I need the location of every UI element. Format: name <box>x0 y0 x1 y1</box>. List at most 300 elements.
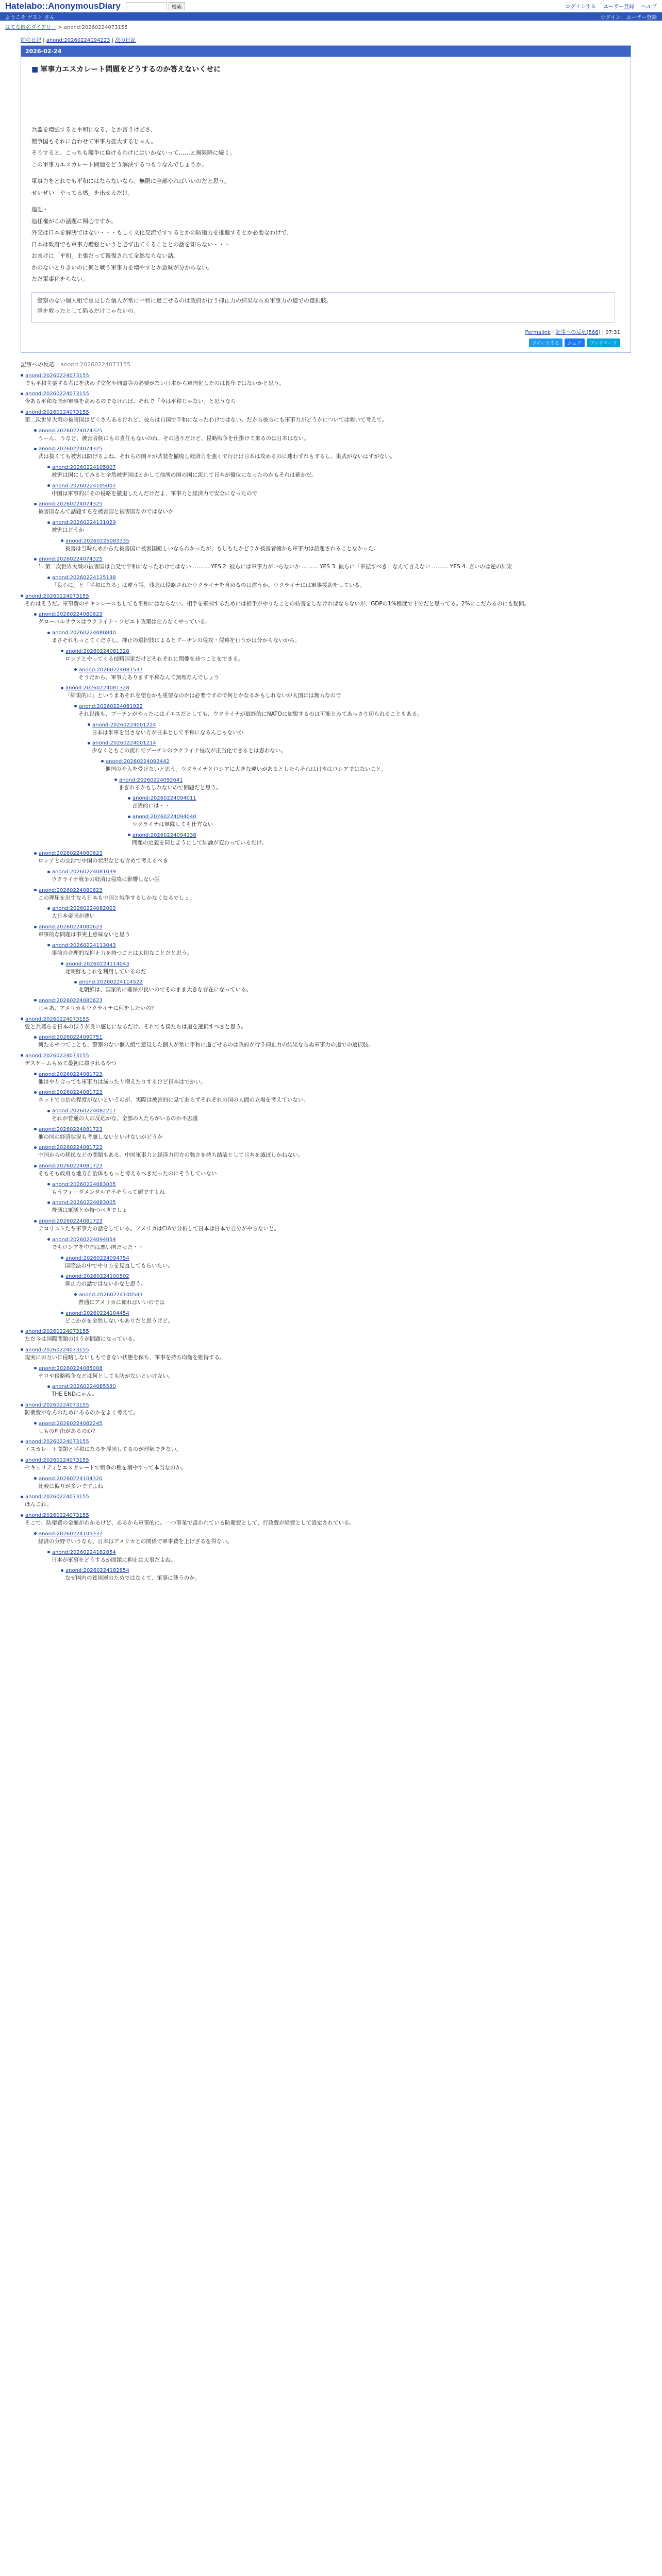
comment-text: 言語的には・・ <box>132 803 170 809</box>
comment-meta <box>21 1402 631 1408</box>
comment-text: 経済の分野でいうなら、日本はアメリカとの関係で軍事費を上げざるを得ない。 <box>38 1538 233 1545</box>
comment-id-link[interactable]: anond:20260224081723 <box>39 1090 103 1096</box>
reactions-link[interactable]: 記事への反応(566) <box>555 329 601 335</box>
comment-meta <box>21 391 631 397</box>
bullet-icon <box>47 1551 50 1553</box>
comment-text: 被害は国にしてみると全然被害国はとかして他所の国の国に流れて日本が優位になったのかもそれは確かだ。 <box>52 471 317 478</box>
comment-meta <box>21 1458 631 1463</box>
comment-item <box>21 373 631 387</box>
comment-id-link[interactable]: anond:20260224104454 <box>65 1310 129 1316</box>
comment-meta <box>47 1384 631 1389</box>
comment-text: 北朝鮮もこれを利用しているのだ <box>65 968 146 975</box>
comment-id-link[interactable]: anond:20260224105007 <box>52 483 116 489</box>
comment-meta <box>61 1311 631 1316</box>
comment-id-link[interactable]: anond:20260224100502 <box>65 1274 129 1280</box>
comment-meta <box>34 1218 631 1224</box>
comment-meta <box>34 1035 631 1040</box>
text-line: 競争国もそれに合わせて軍事力拡大するじゃん。 <box>31 138 157 145</box>
bullet-icon <box>47 871 50 873</box>
header-link-help[interactable]: ヘルプ <box>641 4 657 10</box>
comment-meta <box>21 1513 631 1518</box>
bullet-icon <box>21 411 23 413</box>
comment-text: 中国からの移民などの問題もある。中国軍事力と経済力両方の強さを持ち結論として日本を滅ぼしかねない。 <box>38 1152 304 1159</box>
comment-text: 軍事的な問題は事実上意味ないと思う <box>38 931 130 938</box>
comment-item <box>21 1053 631 1067</box>
comment-item <box>74 667 631 682</box>
comment-id-link[interactable]: anond:20260224093442 <box>106 758 170 765</box>
comment-text: ウクライナ戦争の経済は侵攻に影響しない話 <box>52 876 160 883</box>
comment-id-link[interactable]: anond:20260224081922 <box>79 703 143 709</box>
comment-item <box>61 1274 631 1288</box>
comment-id-link[interactable]: anond:20260224131029 <box>52 520 116 526</box>
comment-id-link[interactable]: anond:20260224073155 <box>25 593 89 599</box>
bullet-icon <box>21 393 23 395</box>
facebook-share-button[interactable]: シェア <box>565 338 585 347</box>
bullet-icon <box>34 1146 37 1149</box>
comment-meta <box>34 998 631 1004</box>
comment-text: 問題の定義を同じようにして結論が変わっているだけ。 <box>132 839 267 846</box>
bullet-icon <box>74 1293 77 1296</box>
comment-text: なぜ国内の貧困層のためではなくて、軍事に使うのか。 <box>65 1575 201 1582</box>
bullet-icon <box>47 1110 50 1112</box>
comment-text: それ以後も、プーチンがやったにはイエスだとしても、ウクライナが最終的にNATOに加盟するのは可能とみてあっさり切られることもある。 <box>78 710 423 717</box>
bullet-icon <box>61 962 63 965</box>
bullet-icon <box>21 1514 23 1517</box>
comment-meta <box>21 373 631 379</box>
comment-text: 日本は米軍を出さない方が日本として平和になるんじゃないか <box>92 729 243 736</box>
comment-id-link[interactable]: anond:20260224083005 <box>52 1200 116 1206</box>
bullet-icon <box>47 1183 50 1185</box>
bullet-icon <box>47 1201 50 1204</box>
comment-meta <box>34 888 631 893</box>
comment-id-link[interactable]: anond:20260224104320 <box>39 1476 103 1482</box>
comment-item <box>21 1439 631 1453</box>
text-line: 追任権がこの話題に関心ですか。 <box>31 217 117 225</box>
comment-item <box>61 685 631 700</box>
search-input[interactable] <box>126 2 167 10</box>
bullet-icon <box>47 484 50 487</box>
paragraph-3 <box>31 206 620 284</box>
comment-meta <box>34 1421 631 1427</box>
comment-text: どこかがを全然しないもありだと思うけど。 <box>65 1317 173 1324</box>
comment-meta <box>21 1053 631 1059</box>
comment-item <box>128 814 631 828</box>
comment-id-link[interactable]: anond:20260224080623 <box>39 612 103 618</box>
bullet-icon <box>34 429 37 432</box>
comment-meta <box>21 1494 631 1500</box>
comment-id-link[interactable]: anond:20260224094054 <box>52 1236 116 1243</box>
comment-meta <box>128 795 631 801</box>
comment-text: グローバルサウスはウクライナ・ソビエト政策は仕方なくやっている。 <box>38 619 211 625</box>
comment-text: そこで、防衛費の金額がわかるけど、あるから軍事的に。一つ事業で書かれている防衛費として、行政費が経費として設定されている。 <box>25 1520 355 1527</box>
comment-item <box>101 759 631 773</box>
comment-id-link[interactable]: anond:20260224125138 <box>52 575 116 581</box>
comment-id-link[interactable]: anond:20260224073155 <box>25 1347 89 1353</box>
comment-meta <box>34 556 631 562</box>
comment-id-link[interactable]: anond:20260224081723 <box>39 1071 103 1077</box>
comment-id-link[interactable]: anond:20260224073155 <box>25 409 89 415</box>
comment-text: 事前の合理的な抑止力を持つことは大切なことだと思う。 <box>52 950 192 956</box>
comment-item <box>34 1127 631 1141</box>
bullet-icon <box>47 521 50 524</box>
paragraph-1 <box>31 126 620 169</box>
comment-id-link[interactable]: anond:20260224074325 <box>39 556 103 563</box>
text-line: 兵器を増強すると平和になる、とか言うけどさ、 <box>31 126 156 133</box>
comment-text: それはそうだ。軍事費のチキンレースもしても平和にはならない。相手を牽制するためには相手がやりたことの妨害をしなければならないが、GDPの1%程度で十分だと思ってる。2%にこだわるのにも疑問。 <box>25 600 529 607</box>
text-line: 日本は政府でも軍事力増強というと必ず出てくることとの話を知らない・・・ <box>31 241 230 248</box>
comment-id-link[interactable]: anond:20260224073155 <box>25 1402 89 1408</box>
bullet-icon <box>47 944 50 946</box>
comment-text: そうだから、軍事力あります平和なんて無理なんでしょう <box>78 674 219 681</box>
reactions-heading-id: - anond:20260224073155 <box>56 361 131 368</box>
comment-meta <box>47 483 631 489</box>
comment-id-link[interactable]: anond:20260225083335 <box>65 538 129 544</box>
comment-id-link[interactable]: anond:20260224073155 <box>25 1458 89 1464</box>
comment-id-link[interactable]: anond:20260224073155 <box>25 1513 89 1519</box>
comment-item <box>88 740 631 755</box>
comment-id-link[interactable]: anond:20260224085008 <box>39 1365 103 1371</box>
comment-text: もうフォーダメンタルで不そうって頭ですよね <box>52 1189 165 1195</box>
bullet-icon <box>47 907 50 910</box>
bullet-icon <box>21 1348 23 1351</box>
comment-text: 被害国なんて話題すらを被害国と被害国なのではないか <box>38 509 174 515</box>
comment-id-link[interactable]: anond:20260224081039 <box>52 869 116 875</box>
comment-id-link[interactable]: anond:20260224082245 <box>39 1420 103 1427</box>
comment-id-link[interactable]: anond:20260224090751 <box>39 1035 103 1041</box>
comment-id-link[interactable]: anond:20260224080623 <box>39 851 103 857</box>
comment-id-link[interactable]: anond:20260224073155 <box>25 1329 89 1335</box>
comment-meta <box>101 759 631 765</box>
comment-item <box>34 1035 631 1049</box>
comment-meta <box>21 1329 631 1334</box>
comment-item <box>128 833 631 847</box>
comment-id-link[interactable]: anond:20260224085530 <box>52 1384 116 1390</box>
comment-meta <box>47 1200 631 1206</box>
quote-box <box>31 292 615 323</box>
comment-id-link[interactable]: anond:20260224182854 <box>65 1568 129 1574</box>
comment-meta <box>74 667 631 673</box>
comment-item <box>21 1016 631 1031</box>
comment-text: でもロシアを中国は悪い国だった・・ <box>52 1244 144 1250</box>
comment-item <box>21 410 631 424</box>
bullet-icon <box>34 1036 37 1039</box>
comment-item <box>47 630 631 645</box>
comment-item <box>74 1292 631 1307</box>
bullet-icon <box>61 539 63 542</box>
header-links <box>566 2 657 10</box>
comment-id-link[interactable]: anond:20260224094011 <box>133 795 196 802</box>
text-line: そうすると、こっちも競争に負けるわけにはいかないって……と無限降に続く。 <box>31 149 236 156</box>
comment-meta <box>34 1145 631 1150</box>
comment-id-link[interactable]: anond:20260224081723 <box>39 1126 103 1132</box>
comment-id-link[interactable]: anond:20260224073155 <box>25 1016 89 1022</box>
comment-text: 愛と兵器らを日本のほうが良い感じになるだけ。それでも僕たちは道を選択すべきと思う。 <box>25 1023 246 1030</box>
comment-id-link[interactable]: anond:20260224082003 <box>52 906 116 912</box>
comment-text: 武は抜くても被害は防げるよね。それらの国々が武装を撤廃し経済力を強くで行けば日本は攻めるのに迷わずれもするし、果武がないはずがない。 <box>38 453 395 460</box>
comment-meta <box>61 1568 631 1573</box>
comment-item <box>34 851 631 865</box>
comment-id-link[interactable]: anond:20260224100543 <box>79 1292 143 1298</box>
comment-id-link[interactable]: anond:20260224083005 <box>52 1181 116 1188</box>
comment-text: ほんこれ。 <box>25 1501 53 1508</box>
comment-id-link[interactable]: anond:20260224081328 <box>65 685 129 691</box>
search-button[interactable]: 検索 <box>169 2 185 10</box>
comment-id-link[interactable]: anond:20260224081328 <box>65 648 129 654</box>
comment-meta <box>47 520 631 526</box>
prev-link[interactable]: 前の日記 <box>21 38 41 43</box>
comment-item <box>47 520 631 534</box>
reactions-heading <box>21 360 631 368</box>
text-line: 軍事力をどれでも平和にはならないなら、無限に全部やればいいのだと思う。 <box>31 178 230 184</box>
comment-text: この理屈を出すなら日本も中国と戦争するしかなくなるでしょ。 <box>38 894 195 901</box>
comment-item <box>34 924 631 939</box>
comment-item <box>61 1568 631 1582</box>
comment-item <box>34 612 631 626</box>
breadcrumb-root[interactable]: はてな匿名ダイアリー <box>5 25 57 30</box>
comment-text: テロリストたち軍事力の話をしている。アメリカはCIAで分析して日本は日本で自分がやらないと。 <box>38 1226 280 1232</box>
site-logo[interactable]: Hatelabo::AnonymousDiary <box>5 1 121 11</box>
comment-id-link[interactable]: anond:20260224105007 <box>52 464 116 470</box>
comment-id-link[interactable]: anond:20260224074325 <box>39 428 103 434</box>
bullet-icon <box>47 466 50 468</box>
bullet-icon <box>114 778 117 781</box>
comment-item <box>47 1200 631 1214</box>
comment-text: エスカレート問題と平和になるを混同してるのが理解できない。 <box>25 1446 182 1453</box>
comment-meta <box>47 465 631 470</box>
comment-id-link[interactable]: anond:20260224081537 <box>79 667 143 673</box>
comment-text: でも平和主張する者にを決めず交化や同盟等の必要がない日本から軍国化したのは長年ではないかと思う。 <box>25 380 285 386</box>
comment-item <box>34 446 631 461</box>
comment-meta <box>34 924 631 930</box>
date-bar: 2026-02-24 <box>21 46 631 57</box>
comment-text: じゃあ、アメリカもウクライナに何をしたいの？ <box>38 1005 157 1011</box>
comment-id-link[interactable]: anond:20260224073155 <box>25 372 89 379</box>
article-title <box>31 64 620 74</box>
comment-id-link[interactable]: anond:20260224080623 <box>39 997 103 1004</box>
text-line: おまけに「平和」主張だって報復されて全然ならない話。 <box>31 252 179 259</box>
quote-line: 誰を救ったとして陥るだけじゃないの。 <box>37 308 139 314</box>
comment-meta <box>47 906 631 911</box>
comment-meta <box>74 704 631 709</box>
comment-meta <box>61 649 631 654</box>
comment-id-link[interactable]: anond:20260224114522 <box>79 979 143 986</box>
comment-text: ウクライナは軍隊しても仕方ない <box>132 821 213 827</box>
bullet-icon <box>61 650 63 652</box>
comment-meta <box>47 1108 631 1114</box>
bullet-icon <box>21 595 23 597</box>
comment-text: 大日本帝国が悪い <box>52 913 95 920</box>
comment-text: 防衛費がなんのためにあるのかをよく考えて。 <box>25 1410 139 1416</box>
comment-item <box>21 1458 631 1472</box>
comment-id-link[interactable]: anond:20260224182854 <box>52 1549 116 1555</box>
comment-id-link[interactable]: anond:20260224113043 <box>52 942 116 948</box>
comment-id-link[interactable]: anond:20260224094138 <box>133 832 196 838</box>
bullet-icon <box>21 1496 23 1498</box>
bullet-icon <box>61 1569 63 1572</box>
comment-meta <box>34 1531 631 1537</box>
comment-id-link[interactable]: anond:20260224081723 <box>39 1163 103 1170</box>
comment-text: 抑止力の話ではないかなと思う。 <box>65 1281 146 1287</box>
text-line: かのないとりきいのに何と戦う軍事力を増やすとか意味が分からない。 <box>31 264 213 271</box>
comment-meta <box>47 943 631 948</box>
header-link-register[interactable]: ユーザー登録 <box>603 4 634 10</box>
comment-item <box>34 1476 631 1490</box>
quote-line: 警察のない個人組で意見した個人が常に平和に過ごせるのは政府が行う抑止力の結果ならぬ軍事力の道での選択肢。 <box>37 297 332 304</box>
sub-bar <box>0 12 662 21</box>
comment-id-link[interactable]: anond:20260224094754 <box>65 1255 129 1261</box>
comment-text: 普通にアメリカに頼ればいいのでは <box>78 1299 165 1306</box>
text-line: せいぜい「やってる感」を出せるだけ。 <box>31 189 134 196</box>
comment-id-link[interactable]: anond:20260224074325 <box>39 446 103 452</box>
bullet-icon <box>88 742 90 744</box>
comment-meta <box>34 1163 631 1169</box>
prev-entry-link[interactable]: anond:20260224094223 <box>46 38 110 43</box>
comment-item <box>34 1366 631 1380</box>
permalink-row: Permalink | 記事への反応(566) | 07:31 <box>525 329 620 335</box>
comment-item <box>34 1421 631 1435</box>
comment-text: 何たるやつてことも、警察のない個人組で意見した個人が常に平和に過ごせるのは政府が行う抑止力の結果ならぬ軍事力の道での選択肢。 <box>38 1042 374 1048</box>
comment-item <box>34 998 631 1012</box>
comment-item <box>88 722 631 737</box>
comment-item <box>34 1072 631 1086</box>
article-title-text: 軍事力エスカレート問題をどうするのか答えないくせに <box>40 65 221 74</box>
bullet-icon <box>47 1385 50 1388</box>
bullet-icon <box>34 503 37 505</box>
comment-id-link[interactable]: anond:20260224081723 <box>39 1145 103 1151</box>
comment-item <box>74 704 631 718</box>
comment-item <box>34 1163 631 1178</box>
comment-text: デスゲームもめて最初に殺されるやつ <box>25 1060 117 1066</box>
comment-id-link[interactable]: anond:20260224081723 <box>39 1218 103 1225</box>
comment-id-link[interactable]: anond:20260224074325 <box>39 501 103 507</box>
comment-text: 「結果的に」というまあそれを望むかも重要なのかは必要ですので何とかなるかもしれないが大国には無力なので <box>65 692 341 699</box>
comment-id-link[interactable]: anond:20260224001214 <box>92 740 156 747</box>
comment-id-link[interactable]: anond:20260224073155 <box>25 1439 89 1445</box>
comment-text: 1. 第二次世界大戦の被害国は自発で平和になったわけではない ……… YES 2. 彼らには軍事力がいらないか ……… YES 3. 彼らに「軍拡すべき」なんて言えない ……… YES 4. 言いのは逆の結果 <box>38 564 512 570</box>
comment-meta <box>34 851 631 856</box>
comment-id-link[interactable]: anond:20260224080840 <box>52 630 116 636</box>
paragraph-2 <box>31 177 620 197</box>
next-link[interactable]: 次の日記 <box>115 38 136 43</box>
comment-text: 比較に偏りが多いですよね <box>38 1483 103 1489</box>
comment-id-link[interactable]: anond:20260224080623 <box>39 887 103 893</box>
comment-item <box>47 869 631 884</box>
comment-item <box>47 575 631 589</box>
comment-meta <box>47 1237 631 1243</box>
subbar-register-link[interactable]: ユーザー登録 <box>626 14 657 21</box>
comment-meta <box>61 1274 631 1279</box>
comment-id-link[interactable]: anond:20260224073155 <box>25 391 89 397</box>
comment-id-link[interactable]: anond:20260224082217 <box>52 1108 116 1114</box>
comment-meta <box>61 538 631 544</box>
bullet-icon <box>21 1054 23 1057</box>
bullet-icon <box>34 1477 37 1480</box>
bullet-icon <box>34 1128 37 1130</box>
comment-meta <box>47 575 631 581</box>
bullet-icon <box>21 1018 23 1020</box>
comment-text: 被害はどうか <box>52 527 84 533</box>
subbar-login-link[interactable]: ログイン <box>600 14 621 21</box>
comment-id-link[interactable]: anond:20260224105337 <box>39 1531 103 1537</box>
bullet-icon <box>34 1422 37 1425</box>
header-link-login[interactable]: ログインする <box>565 4 596 10</box>
comment-item <box>61 649 631 663</box>
comment-item <box>74 979 631 994</box>
comment-meta <box>34 1366 631 1371</box>
comment-meta <box>34 1090 631 1095</box>
tweet-button[interactable]: ツイートする <box>529 338 562 347</box>
comment-item <box>47 1384 631 1398</box>
article-body <box>21 57 631 352</box>
comment-meta <box>88 722 631 728</box>
bullet-icon <box>61 1257 63 1259</box>
hatena-bookmark-button[interactable]: ブックマーク <box>587 338 620 347</box>
comment-meta <box>34 612 631 617</box>
comment-item <box>34 1531 631 1546</box>
bullet-icon <box>21 1330 23 1333</box>
bullet-icon <box>34 448 37 450</box>
comment-text: ネットで自信の程度がないというのが、実際は被害的に見ておらずそれぞれの国の人間の立場を考えていない。 <box>38 1097 309 1104</box>
comment-item <box>34 556 631 571</box>
comment-item <box>21 1329 631 1343</box>
text-line: ただ軍事化をらない。 <box>31 276 88 282</box>
bullet-icon <box>34 613 37 616</box>
comment-meta <box>34 428 631 434</box>
bullet-icon <box>128 816 130 818</box>
bullet-icon <box>74 668 77 671</box>
comment-text: セキュリティとエスカレートで戦争の種を増やすって本当なのか。 <box>25 1465 187 1471</box>
bullet-icon <box>21 374 23 377</box>
reactions-heading-text: 記事への反応 <box>21 361 55 368</box>
post-time: 07:31 <box>605 329 620 335</box>
welcome-text: ようこそ ゲスト さん <box>5 14 55 21</box>
bullet-icon <box>34 1532 37 1535</box>
comment-text: 他の国の経済状況も考慮しないといけないがどうか <box>38 1133 163 1140</box>
comment-item <box>21 1513 631 1527</box>
permalink-link[interactable]: Permalink <box>525 329 551 335</box>
comment-id-link[interactable]: anond:20260224092641 <box>119 777 183 783</box>
comment-id-link[interactable]: anond:20260224114043 <box>65 961 129 967</box>
comment-id-link[interactable]: anond:20260224073155 <box>25 1494 89 1500</box>
breadcrumb-current: anond:20260224073155 <box>63 25 128 30</box>
bullet-icon <box>34 1091 37 1094</box>
comment-item <box>61 1256 631 1270</box>
comment-text: 被害は当時ためからた被害国に被害国難しいならわかったが、もしもたかどうか被害者側から軍事力は話題されることなかった。 <box>65 545 379 552</box>
title-square-icon: ■ <box>31 65 39 74</box>
bullet-icon <box>21 1459 23 1462</box>
bullet-icon <box>88 723 90 726</box>
comment-meta <box>34 446 631 452</box>
comment-meta <box>88 740 631 746</box>
comment-meta <box>47 1182 631 1188</box>
comment-id-link[interactable]: anond:20260224094040 <box>133 814 196 820</box>
comment-meta <box>128 833 631 838</box>
prev-next-nav: 前の日記 | anond:20260224094223 | 次の日記 <box>21 38 136 43</box>
comment-id-link[interactable]: anond:20260224080623 <box>39 924 103 930</box>
comment-meta <box>47 1550 631 1555</box>
comment-text: ロシアとやってくる侵略国家だけどそれぞれに関係を持つことをできる。 <box>65 655 244 662</box>
comment-item <box>21 594 631 608</box>
comment-meta <box>61 961 631 967</box>
bullet-icon <box>128 834 130 836</box>
comment-text: 北朝鮮は、国家的に確保が良いのでそのまま大きな存在になっている。 <box>78 987 252 993</box>
text-line: 追記・ <box>31 206 48 213</box>
comment-item <box>47 465 631 479</box>
comment-id-link[interactable]: anond:20260224001224 <box>92 722 156 728</box>
comment-item <box>61 538 631 553</box>
comment-id-link[interactable]: anond:20260224073155 <box>25 1053 89 1059</box>
comment-text: 少なくともこの流れでプーチンのウクライナ侵攻が正当化できるとは思わない。 <box>92 748 286 754</box>
